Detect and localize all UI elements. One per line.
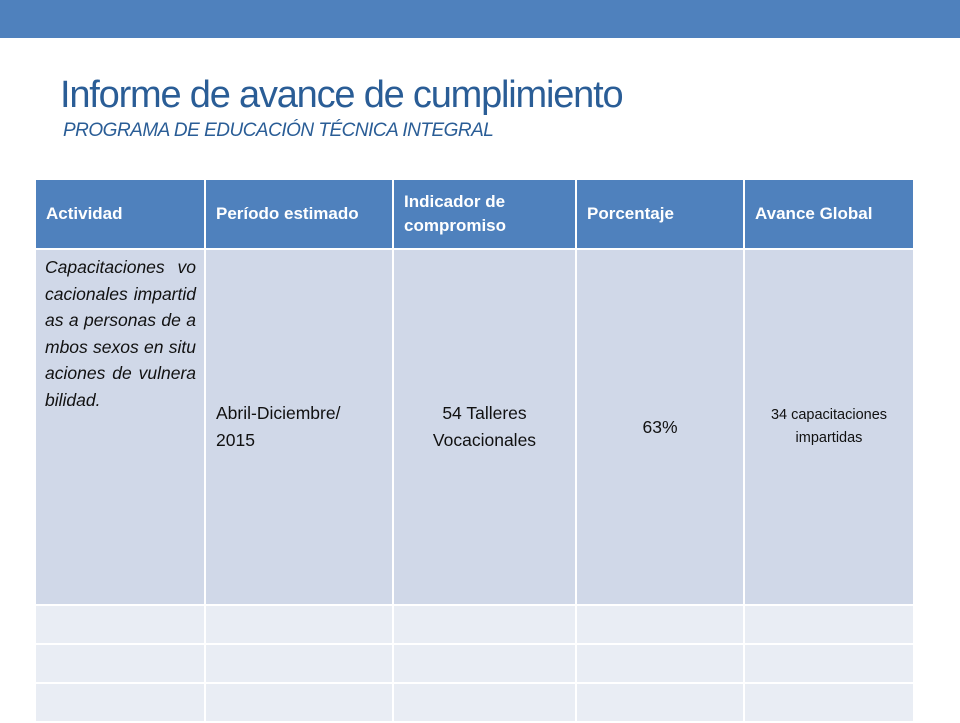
- cell-indicador: 54 Talleres Vocacionales: [393, 249, 576, 605]
- cell-avance-global: 34 capacitaciones impartidas: [744, 249, 914, 605]
- empty-cell: [205, 683, 393, 722]
- empty-table-row: [35, 605, 914, 644]
- empty-cell: [393, 605, 576, 644]
- column-header-periodo: Período estimado: [205, 179, 393, 249]
- empty-cell: [35, 605, 205, 644]
- empty-cell: [744, 683, 914, 722]
- cell-actividad: Capacitaciones vocacionales impartidas a personas de ambos sexos en situaciones de vulnerabilidad.: [35, 249, 205, 605]
- empty-cell: [393, 683, 576, 722]
- empty-cell: [205, 605, 393, 644]
- empty-cell: [744, 605, 914, 644]
- slide-title: Informe de avance de cumplimiento: [60, 74, 623, 116]
- empty-table-row: [35, 644, 914, 683]
- cell-periodo: Abril-Diciembre/ 2015: [205, 249, 393, 605]
- empty-cell: [35, 683, 205, 722]
- empty-cell: [576, 605, 744, 644]
- progress-report-table: [34, 178, 915, 723]
- column-header-porcentaje: Porcentaje: [576, 179, 744, 249]
- column-header-indicador: Indicador de compromiso: [393, 179, 576, 249]
- cell-porcentaje: 63%: [576, 249, 744, 605]
- empty-table-row: [35, 683, 914, 722]
- empty-cell: [744, 644, 914, 683]
- slide-header: [60, 72, 940, 142]
- empty-cell: [576, 683, 744, 722]
- empty-cell: [576, 644, 744, 683]
- table-row: [35, 249, 914, 605]
- empty-cell: [393, 644, 576, 683]
- empty-cell: [35, 644, 205, 683]
- empty-cell: [205, 644, 393, 683]
- column-header-avance: Avance Global: [744, 179, 914, 249]
- top-accent-bar: [0, 0, 960, 38]
- slide-subtitle: PROGRAMA DE EDUCACIÓN TÉCNICA INTEGRAL: [63, 120, 494, 141]
- column-header-actividad: Actividad: [35, 179, 205, 249]
- table-header-row: [35, 179, 914, 249]
